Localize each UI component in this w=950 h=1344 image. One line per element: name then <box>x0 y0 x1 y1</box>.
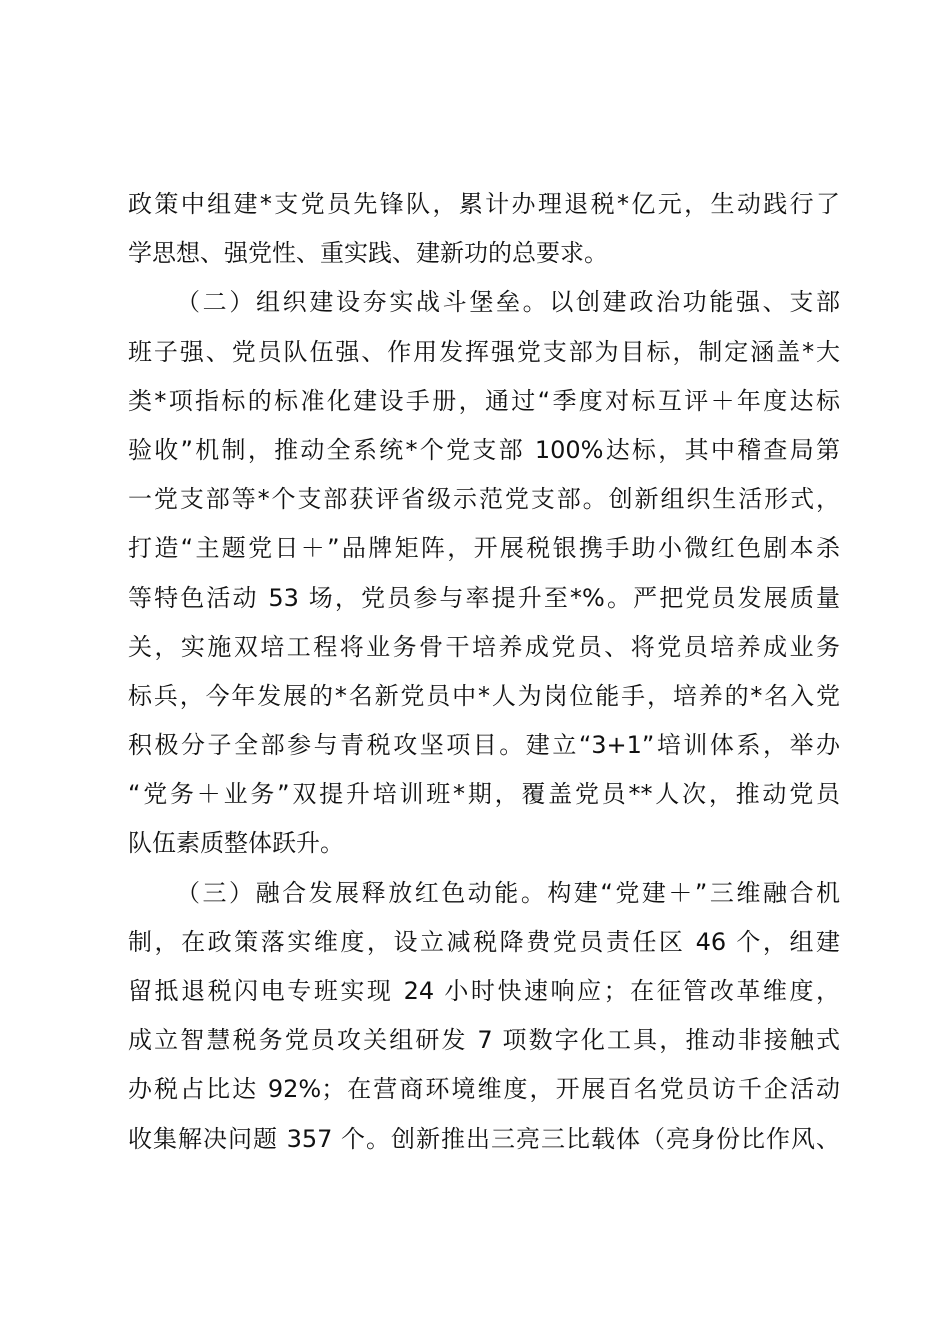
section-heading-line: （三）融合发展释放红色动能。构建“党建＋”三维融合机 <box>176 878 840 907</box>
text-line: “党务＋业务”双提升培训班*期，覆盖党员**人次，推动党员 <box>128 780 840 809</box>
text-line: 班子强、党员队伍强、作用发挥强党支部为目标，制定涵盖*大 <box>128 337 840 366</box>
text-line: 收集解决问题 357 个。创新推出三亮三比载体（亮身份比作风、 <box>128 1124 840 1153</box>
text-line: 办税占比达 92%；在营商环境维度，开展百名党员访千企活动 <box>128 1075 840 1104</box>
text-line: 等特色活动 53 场，党员参与率提升至*%。严把党员发展质量 <box>128 583 840 612</box>
text-line: 政策中组建*支党员先锋队，累计办理退税*亿元，生动践行了 <box>128 190 840 218</box>
text-line: 队伍素质整体跃升。 <box>128 829 344 858</box>
text-line: 制，在政策落实维度，设立减税降费党员责任区 46 个，组建 <box>128 927 840 956</box>
text-line: 类*项指标的标准化建设手册，通过“季度对标互评＋年度达标 <box>128 386 840 415</box>
body-text <box>128 180 840 1164</box>
text-line: 验收”机制，推动全系统*个党支部 100%达标，其中稽查局第 <box>128 435 840 464</box>
text-line: 学思想、强党性、重实践、建新功的总要求。 <box>128 239 608 268</box>
text-line: 关，实施双培工程将业务骨干培养成党员、将党员培养成业务 <box>128 632 840 661</box>
text-line: 标兵，今年发展的*名新党员中*人为岗位能手，培养的*名入党 <box>128 681 840 710</box>
text-line: 成立智慧税务党员攻关组研发 7 项数字化工具，推动非接触式 <box>128 1026 840 1055</box>
text-line: 一党支部等*个支部获评省级示范党支部。创新组织生活形式， <box>128 485 840 514</box>
text-line: 积极分子全部参与青税攻坚项目。建立“3+1”培训体系，举办 <box>128 731 840 760</box>
text-line: 打造“主题党日＋”品牌矩阵，开展税银携手助小微红色剧本杀 <box>128 534 840 563</box>
section-heading-line: （二）组织建设夯实战斗堡垒。以创建政治功能强、支部 <box>176 288 840 317</box>
text-line: 留抵退税闪电专班实现 24 小时快速响应；在征管改革维度， <box>128 977 840 1005</box>
